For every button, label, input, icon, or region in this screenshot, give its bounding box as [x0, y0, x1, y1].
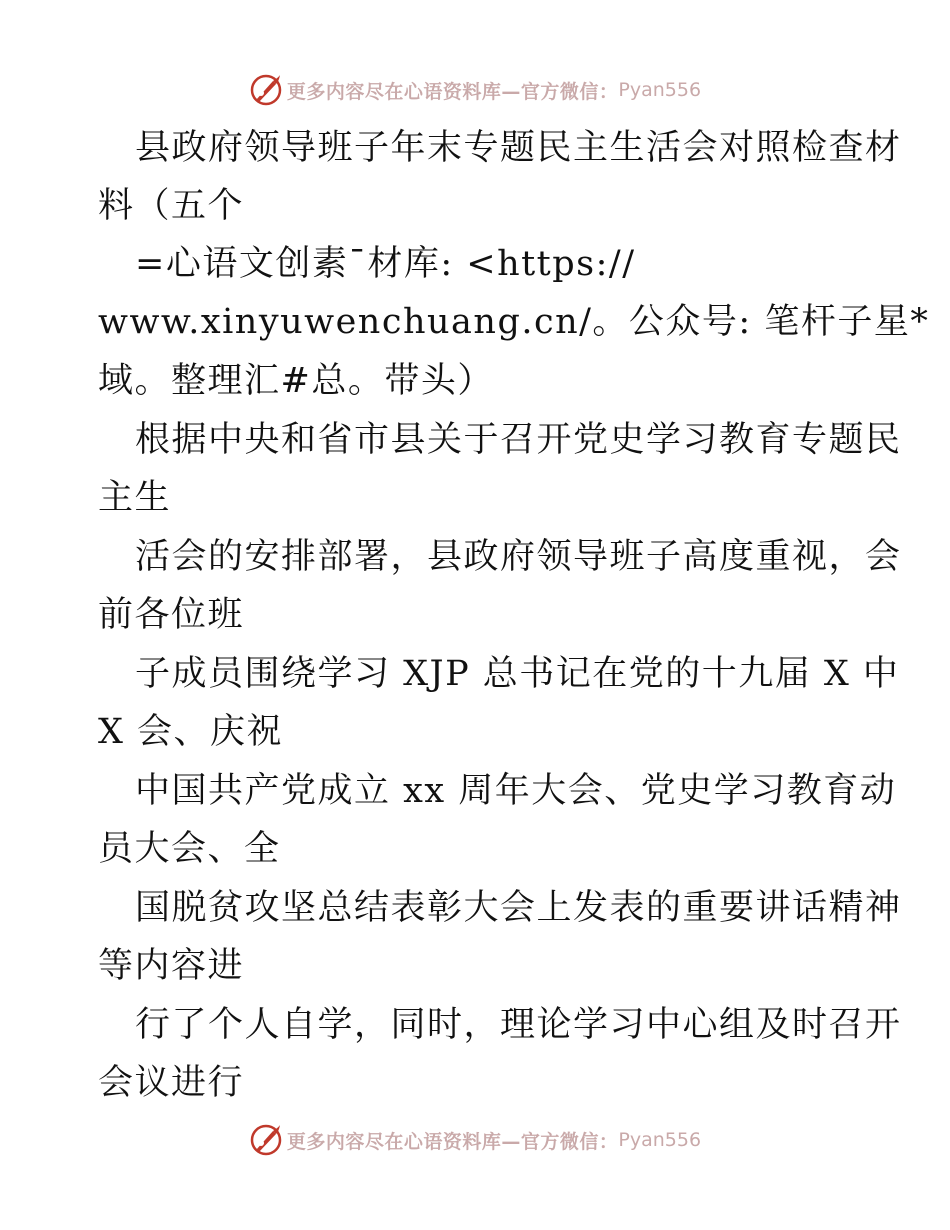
doc-text-line: 等内容进 — [98, 946, 245, 986]
doc-text-line: 国脱贫攻坚总结表彰大会上发表的重要讲话精神 — [135, 888, 902, 928]
doc-text-line: =心语文创素¯材库: <https:// — [135, 244, 636, 284]
doc-title-line-2: 料（五个 — [98, 186, 245, 226]
doc-text-line: 前各位班 — [98, 595, 245, 635]
doc-text-line: 域。整理汇#总。带头） — [98, 361, 494, 401]
header-watermark — [0, 70, 950, 110]
footer-watermark — [0, 1120, 950, 1160]
watermark-wechat-id: Pyan556 — [618, 1129, 702, 1151]
feather-quill-logo-icon — [249, 73, 283, 107]
watermark-wechat-id: Pyan556 — [618, 79, 702, 101]
doc-text-line: 根据中央和省市县关于召开党史学习教育专题民 — [135, 420, 902, 460]
doc-text-line: 行了个人自学，同时，理论学习中心组及时召开 — [135, 1005, 902, 1045]
doc-text-line: 活会的安排部署，县政府领导班子高度重视，会 — [135, 537, 902, 577]
doc-text-line: 主生 — [98, 478, 172, 518]
doc-text-line: 子成员围绕学习 XJP 总书记在党的十九届 X 中 — [135, 654, 900, 694]
doc-text-line: X 会、庆祝 — [98, 712, 284, 752]
doc-text-line: www.xinyuwenchuang.cn/。公众号: 笔杆子星* — [98, 302, 930, 342]
doc-text-line: 会议进行 — [98, 1063, 245, 1103]
doc-text-line: 中国共产党成立 xx 周年大会、党史学习教育动 — [135, 771, 897, 811]
watermark-text: 更多内容尽在心语资料库—官方微信： — [286, 80, 619, 103]
watermark-text: 更多内容尽在心语资料库—官方微信： — [286, 1130, 619, 1153]
doc-title-line-1: 县政府领导班子年末专题民主生活会对照检查材 — [135, 128, 902, 168]
doc-text-line: 员大会、全 — [98, 829, 281, 869]
feather-quill-logo-icon — [249, 1123, 283, 1157]
